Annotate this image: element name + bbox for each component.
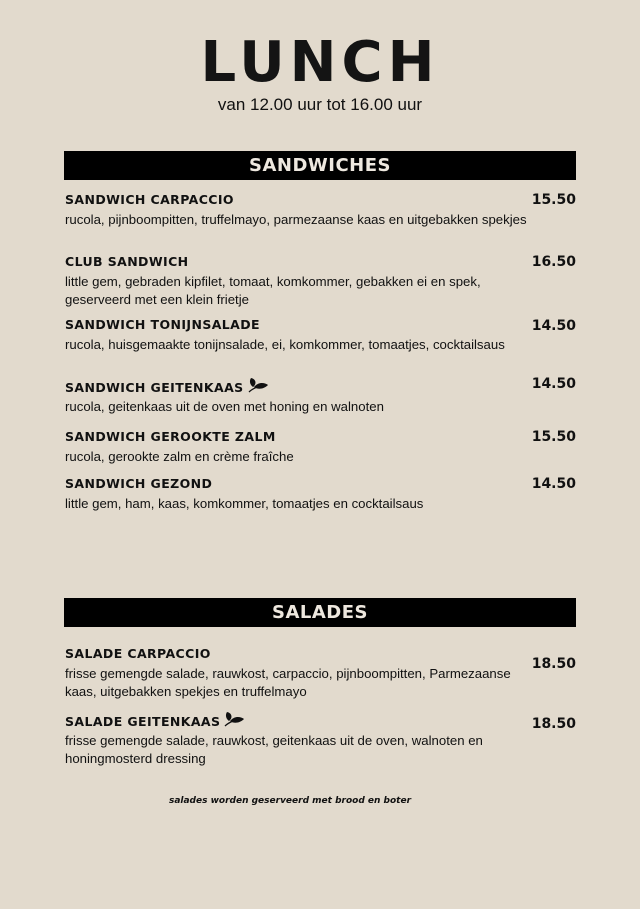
vegetarian-leaf-icon [247,376,269,398]
lunch-hours: van 12.00 uur tot 16.00 uur [217,95,423,114]
item-name: SANDWICH GEROOKTE ZALM [65,429,276,444]
item-price: 16.50 [531,254,576,270]
salades-note: salades worden geserveerd met brood en boter [168,796,412,806]
item-description: rucola, pijnboompitten, truffelmayo, parmezaanse kaas en uitgebakken spekjes [65,212,527,227]
menu-item [65,476,576,513]
item-description: rucola, geitenkaas uit de oven met honing en walnoten [65,399,384,414]
item-name: SANDWICH GEZOND [65,476,213,491]
item-price: 14.50 [531,318,576,334]
item-name: SANDWICH CARPACCIO [65,192,234,207]
menu-item [65,429,576,466]
menu-item [65,317,576,354]
section-heading-salades: SALADES [64,598,576,627]
item-description: little gem, ham, kaas, komkommer, tomaatjes en cocktailsaus [65,496,424,511]
item-description: rucola, huisgemaakte tonijnsalade, ei, komkommer, tomaatjes, cocktailsaus [65,337,505,352]
item-name: SANDWICH GEITENKAAS [65,380,244,395]
item-name: SANDWICH TONIJNSALADE [65,317,260,332]
item-price: 14.50 [531,476,576,492]
item-name: CLUB SANDWICH [65,254,189,269]
item-price: 15.50 [531,429,576,445]
page-title: LUNCH [200,30,440,95]
item-description: frisse gemengde salade, rauwkost, carpaccio, pijnboompitten, Parmezaanse kaas, uitgebakken spekjes en truffelmayo [65,666,511,699]
item-price: 14.50 [531,376,576,392]
item-description: little gem, gebraden kipfilet, tomaat, komkommer, gebakken ei en spek, geserveerd met een klein frietje [65,274,481,307]
item-description: rucola, gerookte zalm en crème fraîche [65,449,294,464]
menu-item [65,376,576,416]
item-price: 18.50 [531,656,576,672]
item-name: SALADE CARPACCIO [65,646,211,661]
section-heading-sandwiches: SANDWICHES [64,151,576,180]
item-price: 18.50 [531,716,576,732]
menu-item [65,710,576,767]
menu-item [65,646,576,700]
menu-item [65,192,576,229]
item-description: frisse gemengde salade, rauwkost, geitenkaas uit de oven, walnoten en honingmosterd dressing [65,733,483,766]
item-name: SALADE GEITENKAAS [65,714,221,729]
item-price: 15.50 [531,192,576,208]
menu-item [65,254,576,308]
vegetarian-leaf-icon [223,710,245,732]
